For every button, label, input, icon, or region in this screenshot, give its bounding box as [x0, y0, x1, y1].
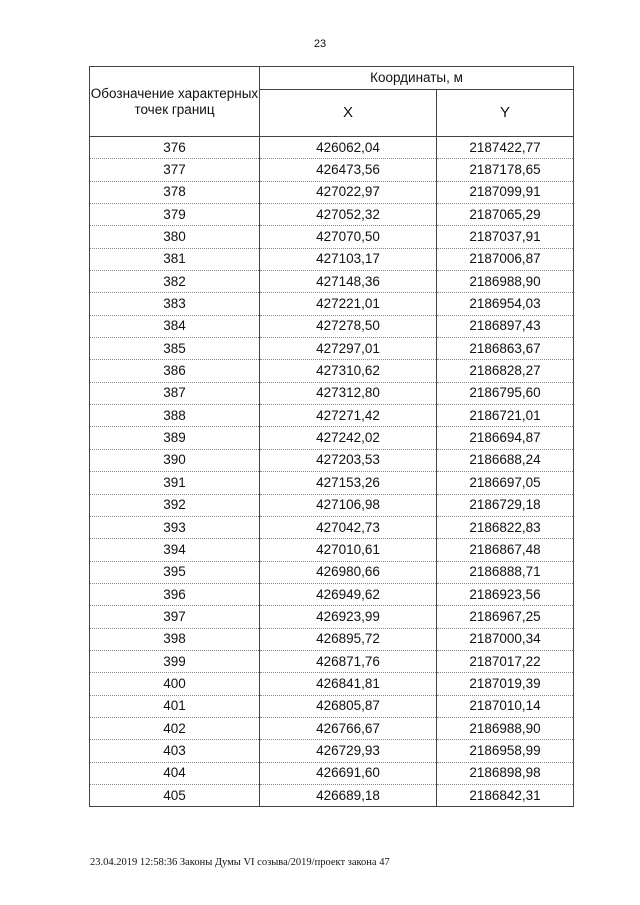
table-row	[90, 449, 574, 471]
point-cell: 394	[90, 539, 260, 561]
point-cell: 380	[90, 226, 260, 248]
point-cell: 395	[90, 561, 260, 583]
y-coordinate-cell: 2187065,29	[437, 204, 574, 226]
point-cell: 391	[90, 472, 260, 494]
point-cell: 401	[90, 695, 260, 717]
y-coordinate-cell: 2186988,90	[437, 717, 574, 739]
x-coordinate-cell: 427148,36	[260, 271, 437, 293]
x-coordinate-cell: 427022,97	[260, 181, 437, 203]
table-row	[90, 248, 574, 270]
point-cell: 405	[90, 784, 260, 806]
point-cell: 378	[90, 181, 260, 203]
table-body	[90, 137, 574, 807]
y-coordinate-cell: 2186842,31	[437, 784, 574, 806]
x-coordinate-cell: 426871,76	[260, 650, 437, 672]
table-row	[90, 539, 574, 561]
table-row	[90, 315, 574, 337]
table-row	[90, 516, 574, 538]
point-cell: 385	[90, 338, 260, 360]
table-row	[90, 271, 574, 293]
point-cell: 393	[90, 516, 260, 538]
y-coordinate-cell: 2186729,18	[437, 494, 574, 516]
x-coordinate-cell: 427010,61	[260, 539, 437, 561]
point-cell: 392	[90, 494, 260, 516]
y-coordinate-cell: 2187019,39	[437, 673, 574, 695]
y-coordinate-cell: 2187000,34	[437, 628, 574, 650]
table-row	[90, 382, 574, 404]
x-coordinate-cell: 426689,18	[260, 784, 437, 806]
x-coordinate-cell: 426062,04	[260, 137, 437, 159]
y-coordinate-cell: 2187017,22	[437, 650, 574, 672]
footer-stamp: 23.04.2019 12:58:36 Законы Думы VI созыва/2019/проект закона 47	[90, 857, 390, 868]
y-coordinate-cell: 2187422,77	[437, 137, 574, 159]
x-coordinate-cell: 427153,26	[260, 472, 437, 494]
table-row	[90, 472, 574, 494]
y-coordinate-cell: 2187178,65	[437, 159, 574, 181]
y-coordinate-cell: 2186954,03	[437, 293, 574, 315]
table-row	[90, 159, 574, 181]
x-coordinate-cell: 427312,80	[260, 382, 437, 404]
x-coordinate-cell: 427070,50	[260, 226, 437, 248]
point-cell: 398	[90, 628, 260, 650]
point-cell: 377	[90, 159, 260, 181]
x-coordinate-cell: 426473,56	[260, 159, 437, 181]
table-row	[90, 561, 574, 583]
x-coordinate-cell: 426691,60	[260, 762, 437, 784]
y-coordinate-cell: 2186897,43	[437, 315, 574, 337]
point-cell: 387	[90, 382, 260, 404]
table-row	[90, 360, 574, 382]
y-coordinate-cell: 2187006,87	[437, 248, 574, 270]
point-cell: 388	[90, 405, 260, 427]
point-cell: 397	[90, 606, 260, 628]
header-point-designation: Обозначение характерных точек границ	[90, 67, 260, 137]
point-cell: 399	[90, 650, 260, 672]
y-coordinate-cell: 2187010,14	[437, 695, 574, 717]
y-coordinate-cell: 2186923,56	[437, 583, 574, 605]
y-coordinate-cell: 2187099,91	[437, 181, 574, 203]
y-coordinate-cell: 2186721,01	[437, 405, 574, 427]
table-row	[90, 740, 574, 762]
x-coordinate-cell: 426980,66	[260, 561, 437, 583]
point-cell: 381	[90, 248, 260, 270]
y-coordinate-cell: 2186867,48	[437, 539, 574, 561]
coordinates-table	[89, 66, 574, 807]
x-coordinate-cell: 427042,73	[260, 516, 437, 538]
point-cell: 383	[90, 293, 260, 315]
x-coordinate-cell: 426949,62	[260, 583, 437, 605]
table-row	[90, 784, 574, 806]
x-coordinate-cell: 426766,67	[260, 717, 437, 739]
point-cell: 384	[90, 315, 260, 337]
point-cell: 404	[90, 762, 260, 784]
y-coordinate-cell: 2186988,90	[437, 271, 574, 293]
x-coordinate-cell: 427297,01	[260, 338, 437, 360]
x-coordinate-cell: 426895,72	[260, 628, 437, 650]
y-coordinate-cell: 2186688,24	[437, 449, 574, 471]
x-coordinate-cell: 427103,17	[260, 248, 437, 270]
y-coordinate-cell: 2186795,60	[437, 382, 574, 404]
table-row	[90, 204, 574, 226]
table-row	[90, 650, 574, 672]
table-row	[90, 628, 574, 650]
x-coordinate-cell: 426729,93	[260, 740, 437, 762]
table-row	[90, 137, 574, 159]
x-coordinate-cell: 427052,32	[260, 204, 437, 226]
y-coordinate-cell: 2186958,99	[437, 740, 574, 762]
header-y: Y	[437, 90, 574, 137]
x-coordinate-cell: 427221,01	[260, 293, 437, 315]
table-row	[90, 226, 574, 248]
x-coordinate-cell: 427310,62	[260, 360, 437, 382]
table-row	[90, 338, 574, 360]
table-row	[90, 427, 574, 449]
table-row	[90, 293, 574, 315]
point-cell: 400	[90, 673, 260, 695]
table-row	[90, 583, 574, 605]
x-coordinate-cell: 427106,98	[260, 494, 437, 516]
point-cell: 403	[90, 740, 260, 762]
y-coordinate-cell: 2186822,83	[437, 516, 574, 538]
table-header	[90, 67, 574, 137]
y-coordinate-cell: 2186863,67	[437, 338, 574, 360]
y-coordinate-cell: 2186828,27	[437, 360, 574, 382]
x-coordinate-cell: 427271,42	[260, 405, 437, 427]
x-coordinate-cell: 426923,99	[260, 606, 437, 628]
table-row	[90, 762, 574, 784]
x-coordinate-cell: 426841,81	[260, 673, 437, 695]
table-row	[90, 405, 574, 427]
header-coordinates: Координаты, м	[260, 67, 574, 90]
point-cell: 396	[90, 583, 260, 605]
x-coordinate-cell: 427203,53	[260, 449, 437, 471]
y-coordinate-cell: 2187037,91	[437, 226, 574, 248]
point-cell: 386	[90, 360, 260, 382]
y-coordinate-cell: 2186697,05	[437, 472, 574, 494]
table-row	[90, 494, 574, 516]
table-row	[90, 181, 574, 203]
y-coordinate-cell: 2186967,25	[437, 606, 574, 628]
table-row	[90, 717, 574, 739]
y-coordinate-cell: 2186694,87	[437, 427, 574, 449]
y-coordinate-cell: 2186898,98	[437, 762, 574, 784]
point-cell: 389	[90, 427, 260, 449]
page-number: 23	[313, 38, 327, 50]
point-cell: 390	[90, 449, 260, 471]
point-cell: 382	[90, 271, 260, 293]
y-coordinate-cell: 2186888,71	[437, 561, 574, 583]
point-cell: 376	[90, 137, 260, 159]
x-coordinate-cell: 427278,50	[260, 315, 437, 337]
header-x: X	[260, 90, 437, 137]
x-coordinate-cell: 426805,87	[260, 695, 437, 717]
x-coordinate-cell: 427242,02	[260, 427, 437, 449]
table-row	[90, 695, 574, 717]
point-cell: 402	[90, 717, 260, 739]
table-row	[90, 673, 574, 695]
point-cell: 379	[90, 204, 260, 226]
table-row	[90, 606, 574, 628]
